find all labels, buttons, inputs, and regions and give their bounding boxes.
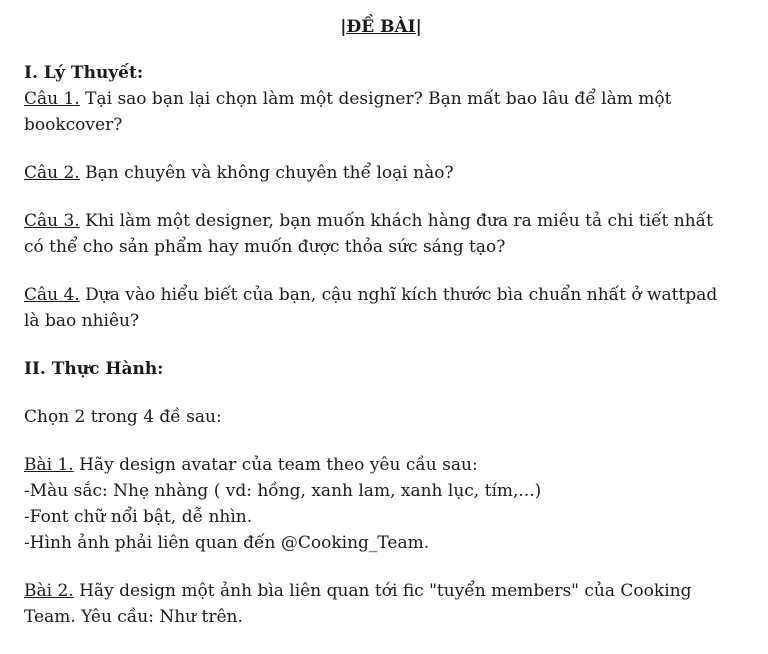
question-text: Bạn chuyên và không chuyên thể loại nào? [79,163,454,183]
theory-heading: I. Lý Thuyết: [24,63,144,83]
question-text: Tại sao bạn lại chọn làm một designer? Bạn mất bao lâu để làm một bookcover? [24,89,672,135]
practice-heading: II. Thực Hành: [24,359,164,379]
question-label: Câu 3. [24,211,80,231]
question-label: Câu 1. [24,89,80,109]
question-2 [24,160,738,186]
task-header [24,452,738,478]
question-label: Câu 2. [24,163,80,183]
question-3 [24,208,738,260]
task-text: Hãy design một ảnh bìa liên quan tới fic "tuyển members" của Cooking Team. Yêu cầu: Như trên. [24,581,692,627]
task-label: Bài 1. [24,455,74,475]
question-text: Dựa vào hiểu biết của bạn, cậu nghĩ kích thước bìa chuẩn nhất ở wattpad là bao nhiêu? [24,285,718,331]
task-requirement: -Màu sắc: Nhẹ nhàng ( vd: hồng, xanh lam, xanh lục, tím,...) [24,481,542,501]
task-label: Bài 2. [24,581,74,601]
page-title: |ĐỀ BÀI| [340,17,422,37]
question-1 [24,86,738,138]
question-label: Câu 4. [24,285,80,305]
task-2 [24,578,738,630]
task-requirement: -Font chữ nổi bật, dễ nhìn. [24,507,253,527]
question-4 [24,282,738,334]
task-1 [24,452,738,556]
practice-intro: Chọn 2 trong 4 đề sau: [24,407,222,427]
task-requirement: -Hình ảnh phải liên quan đến @Cooking_Team. [24,533,430,553]
question-text: Khi làm một designer, bạn muốn khách hàng đưa ra miêu tả chi tiết nhất có thể cho sản phẩm hay muốn được thỏa sức sáng tạo? [24,211,713,257]
task-text: Hãy design avatar của team theo yêu cầu sau: [73,455,478,475]
